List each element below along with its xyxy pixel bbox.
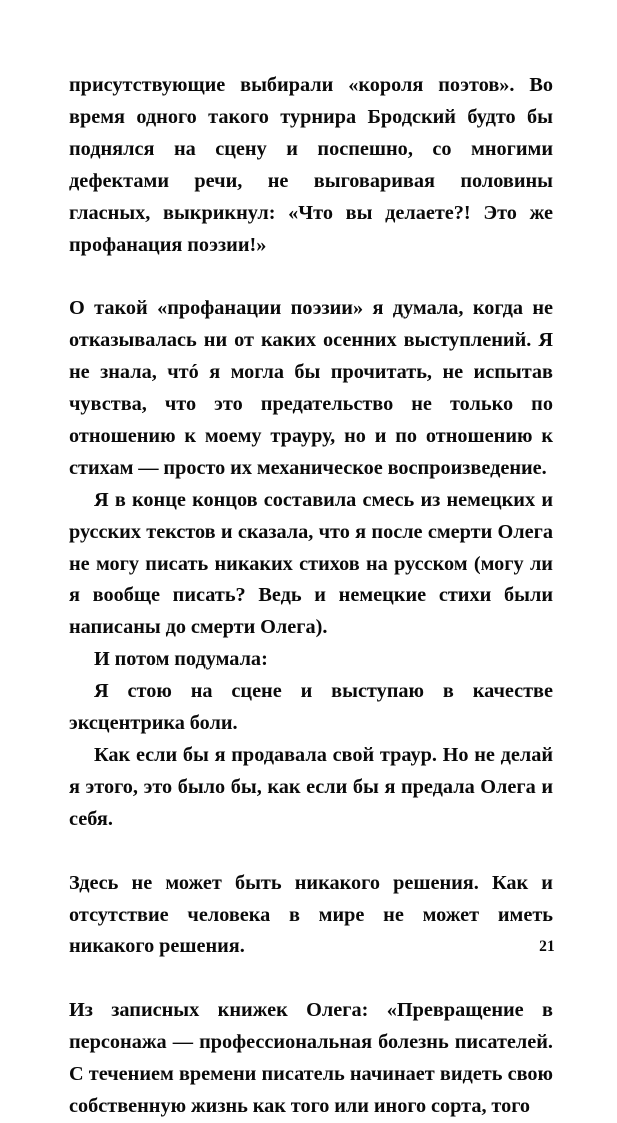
paragraph: присутствующие выбирали «короля поэтов». Во время одного такого турнира Бродский будто бы поднялся на сцену и поспешно, со многими дефектами речи, не выговаривая половины гласных, выкрикнул: «Что вы делаете?! Это же профанация поэзии!» bbox=[69, 74, 553, 256]
body-text-column bbox=[69, 70, 553, 1123]
paragraph: Из записных книжек Олега: «Превращение в персонажа — профессиональная болезнь писателей. С течением времени писатель начинает видеть свою собственную жизнь как того или иного сорта, того bbox=[69, 999, 553, 1117]
paragraph: Как если бы я продавала свой траур. Но не делай я этого, это было бы, как если бы я предала Олега и себя. bbox=[69, 744, 553, 830]
paragraph: Я стою на сцене и выступаю в качестве эксцентрика боли. bbox=[69, 680, 553, 735]
paragraph: Здесь не может быть никакого решения. Как и отсутствие человека в мире не может иметь никакого решения. bbox=[69, 871, 553, 958]
block-separator bbox=[69, 963, 553, 995]
page-number: 21 bbox=[539, 938, 555, 955]
paragraph: И потом подумала: bbox=[94, 648, 268, 671]
block-separator bbox=[69, 261, 553, 293]
block-separator bbox=[69, 836, 553, 868]
paragraph: О такой «профанации поэзии» я думала, когда не отказывалась ни от каких осенних выступлений. Я не знала, чтó я могла бы прочитать, не испытав чувства, что это предательство не только по отношению к моему трауру, но и по отношению к стихам — просто их механическое воспроизведение. bbox=[69, 297, 553, 479]
paragraph: Я в конце концов составила смесь из немецких и русских текстов и сказала, что я после смерти Олега не могу писать никаких стихов на русском (могу ли я вообще писать? Ведь и немецкие стихи были написаны до смерти Олега). bbox=[69, 488, 553, 639]
